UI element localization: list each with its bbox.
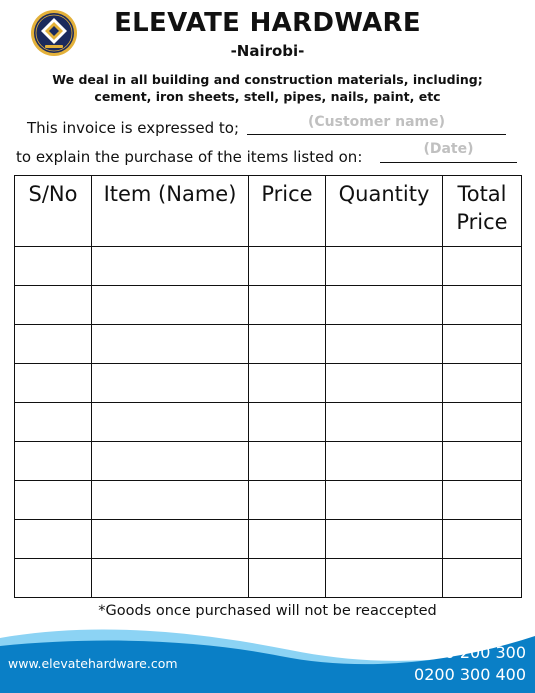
table-cell[interactable] — [92, 286, 249, 325]
customer-name-hint: (Customer name) — [307, 114, 446, 130]
table-cell[interactable] — [326, 481, 443, 520]
table-cell[interactable] — [249, 364, 326, 403]
phone-number-2[interactable]: 0200 300 400 — [414, 665, 526, 684]
tagline-line-1: We deal in all building and construction materials, including; — [52, 72, 483, 87]
table-cell[interactable] — [249, 442, 326, 481]
table-cell[interactable] — [249, 286, 326, 325]
tagline-line-2: cement, iron sheets, stell, pipes, nails, paint, etc — [94, 89, 441, 104]
phone-number-1[interactable]: 0100 200 300 — [414, 643, 526, 662]
table-row — [15, 403, 522, 442]
table-cell[interactable] — [92, 442, 249, 481]
table-cell[interactable] — [249, 403, 326, 442]
company-name: ELEVATE HARDWARE — [114, 8, 421, 38]
table-cell[interactable] — [443, 520, 522, 559]
table-cell[interactable] — [443, 481, 522, 520]
table-cell[interactable] — [15, 325, 92, 364]
table-row — [15, 247, 522, 286]
table-row — [15, 442, 522, 481]
table-cell[interactable] — [15, 286, 92, 325]
website-link[interactable]: www.elevatehardware.com — [8, 656, 178, 671]
table-row — [15, 286, 522, 325]
table-cell[interactable] — [326, 403, 443, 442]
table-cell[interactable] — [15, 364, 92, 403]
table-cell[interactable] — [92, 364, 249, 403]
column-header-price: Price — [249, 176, 326, 247]
table-cell[interactable] — [443, 442, 522, 481]
company-logo — [30, 9, 78, 57]
column-header-sno: S/No — [15, 176, 92, 247]
column-header-item-name: Item (Name) — [92, 176, 249, 247]
table-cell[interactable] — [92, 403, 249, 442]
table-cell[interactable] — [92, 559, 249, 598]
table-cell[interactable] — [92, 247, 249, 286]
table-cell[interactable] — [443, 325, 522, 364]
table-cell[interactable] — [15, 481, 92, 520]
table-cell[interactable] — [15, 403, 92, 442]
table-cell[interactable] — [443, 403, 522, 442]
table-header-row — [15, 176, 522, 247]
table-cell[interactable] — [15, 520, 92, 559]
table-row — [15, 520, 522, 559]
table-cell[interactable] — [326, 520, 443, 559]
date-field[interactable] — [380, 162, 517, 163]
table-row — [15, 364, 522, 403]
table-cell[interactable] — [443, 247, 522, 286]
table-row — [15, 559, 522, 598]
table-row — [15, 325, 522, 364]
company-location: -Nairobi- — [230, 42, 305, 60]
customer-name-field[interactable] — [247, 134, 506, 135]
items-table — [14, 175, 522, 598]
table-cell[interactable] — [92, 520, 249, 559]
table-cell[interactable] — [326, 325, 443, 364]
table-cell[interactable] — [15, 559, 92, 598]
table-cell[interactable] — [249, 325, 326, 364]
table-cell[interactable] — [443, 559, 522, 598]
invoice-to-label: This invoice is expressed to; — [27, 119, 239, 137]
table-cell[interactable] — [326, 364, 443, 403]
date-hint: (Date) — [423, 141, 474, 157]
table-cell[interactable] — [443, 286, 522, 325]
table-cell[interactable] — [443, 364, 522, 403]
table-cell[interactable] — [326, 286, 443, 325]
column-header-quantity: Quantity — [326, 176, 443, 247]
table-cell[interactable] — [249, 247, 326, 286]
table-cell[interactable] — [249, 559, 326, 598]
returns-policy-note: *Goods once purchased will not be reaccepted — [98, 603, 437, 619]
table-row — [15, 481, 522, 520]
table-cell[interactable] — [15, 442, 92, 481]
column-header-total-price: Total Price — [443, 176, 522, 247]
table-cell[interactable] — [249, 520, 326, 559]
purchase-date-label: to explain the purchase of the items listed on: — [16, 148, 363, 166]
table-cell[interactable] — [92, 325, 249, 364]
table-cell[interactable] — [92, 481, 249, 520]
table-cell[interactable] — [15, 247, 92, 286]
table-cell[interactable] — [326, 442, 443, 481]
table-cell[interactable] — [249, 481, 326, 520]
table-cell[interactable] — [326, 559, 443, 598]
table-cell[interactable] — [326, 247, 443, 286]
tagline — [20, 71, 515, 105]
